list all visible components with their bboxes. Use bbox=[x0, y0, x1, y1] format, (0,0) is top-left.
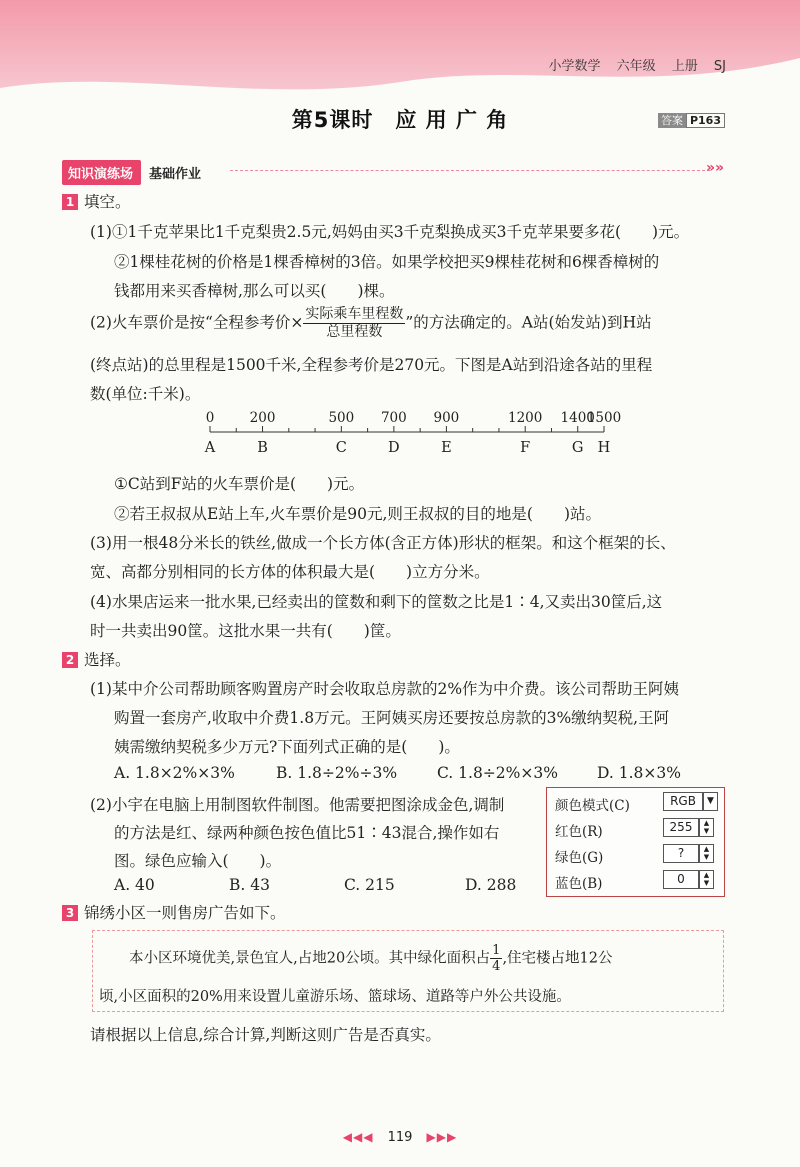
station-label: H bbox=[597, 440, 611, 456]
q2-part2-option-c: C. 215 bbox=[344, 876, 395, 894]
question-2-label: 选择。 bbox=[84, 651, 131, 669]
distance-label: 1400 bbox=[560, 410, 595, 426]
q1-part4-line1: (4)水果店运来一批水果,已经卖出的筐数和剩下的筐数之比是1∶4,又卖出30筐后,这 bbox=[90, 593, 663, 611]
lesson-title: 应 用 广 角 bbox=[395, 108, 509, 132]
fraction-denominator: 4 bbox=[492, 959, 501, 974]
q1-part3-line1: (3)用一根48分米长的铁丝,做成一个长方体(含正方体)形状的框架。和这个框架的长、 bbox=[90, 534, 676, 552]
q1-part2-line2: (终点站)的总里程是1500千米,全程参考价是270元。下图是A站到沿途各站的里程 bbox=[90, 356, 653, 374]
station-label: A bbox=[204, 440, 216, 456]
blue-input[interactable]: 0 bbox=[663, 870, 699, 889]
q1-part1-b-line1: ②1棵桂花树的价格是1棵香樟树的3倍。如果学校把买9棵桂花树和6棵香樟树的 bbox=[114, 253, 660, 271]
fraction-numerator: 1 bbox=[492, 943, 501, 958]
station-label: D bbox=[388, 440, 400, 456]
header-volume: 上册 bbox=[671, 59, 698, 74]
red-spinner-icon[interactable]: ▲ ▼ bbox=[699, 818, 714, 837]
q2-part1-line2: 购置一套房产,收取中介费1.8万元。王阿姨买房还要按总房款的3%缴纳契税,王阿 bbox=[114, 709, 670, 727]
q2-option-d: D. 1.8×3% bbox=[597, 764, 681, 782]
station-label: C bbox=[335, 440, 347, 456]
q1-part2-line3: 数(单位:千米)。 bbox=[90, 385, 201, 403]
header-subject: 小学数学 bbox=[548, 59, 601, 74]
distance-label: 500 bbox=[328, 410, 355, 426]
blue-spinner-icon[interactable]: ▲ ▼ bbox=[699, 870, 714, 889]
question-3-heading bbox=[62, 901, 286, 923]
header-grade: 六年级 bbox=[616, 59, 656, 74]
page-footer bbox=[0, 1130, 800, 1145]
chevron-right-icon: »» bbox=[706, 160, 725, 176]
question-number-badge: 1 bbox=[62, 194, 78, 210]
question-number-badge: 3 bbox=[62, 905, 78, 921]
q2-part2-option-b: B. 43 bbox=[229, 876, 270, 894]
q1-part1-b-line2: 钱都用来买香樟树,那么可以买( )棵。 bbox=[114, 282, 395, 300]
q1-part4-line2: 时一共卖出90筐。这批水果一共有( )筐。 bbox=[90, 622, 401, 640]
q2-option-b: B. 1.8÷2%÷3% bbox=[276, 764, 398, 782]
q1-part2-pre: (2)火车票价是按“全程参考价× bbox=[90, 313, 304, 332]
header-book-info bbox=[536, 55, 726, 74]
q2-part2-option-d: D. 288 bbox=[465, 876, 517, 894]
right-arrows-icon: ▶▶▶ bbox=[426, 1130, 458, 1144]
fraction-numerator: 实际乘车里程数 bbox=[305, 306, 404, 322]
advertisement-box bbox=[92, 930, 724, 1012]
section-tag: 知识演练场 bbox=[62, 160, 141, 185]
mileage-number-line bbox=[200, 410, 640, 460]
question-1-label: 填空。 bbox=[84, 193, 131, 211]
distance-label: 700 bbox=[380, 410, 407, 426]
q2-part2-option-a: A. 40 bbox=[114, 876, 155, 894]
lesson-number: 第5课时 bbox=[291, 108, 374, 132]
station-label: E bbox=[441, 440, 452, 456]
q1-part2-sub1: ①C站到F站的火车票价是( )元。 bbox=[114, 475, 365, 493]
fraction-denominator: 总里程数 bbox=[326, 324, 383, 340]
distance-label: 1200 bbox=[508, 410, 543, 426]
q2-part1-line3: 姨需缴纳契税多少万元?下面列式正确的是( )。 bbox=[114, 738, 460, 756]
q1-part2-sub2: ②若王叔叔从E站上车,火车票价是90元,则王叔叔的目的地是( )站。 bbox=[114, 505, 601, 523]
green-input[interactable]: ? bbox=[663, 844, 699, 863]
q3-prompt: 请根据以上信息,综合计算,判断这则广告是否真实。 bbox=[90, 1026, 441, 1044]
q2-option-a: A. 1.8×2%×3% bbox=[114, 764, 235, 782]
header-band bbox=[0, 0, 800, 100]
q2-part2-line1: (2)小宇在电脑上用制图软件制图。他需要把图涂成金色,调制 bbox=[90, 796, 505, 814]
ad-line2: 顷,小区面积的20%用来设置儿童游乐场、篮球场、道路等户外公共设施。 bbox=[99, 989, 571, 1005]
q2-part2-line3: 图。绿色应输入( )。 bbox=[114, 852, 282, 870]
question-1-heading bbox=[62, 190, 131, 212]
color-mode-select[interactable]: RGB bbox=[663, 792, 703, 811]
distance-label: 900 bbox=[433, 410, 460, 426]
answer-page: P163 bbox=[686, 113, 725, 128]
dropdown-arrow-icon[interactable]: ▼ bbox=[703, 792, 718, 811]
q1-part2-post: ”的方法确定的。A站(始发站)到H站 bbox=[405, 313, 652, 332]
blue-label: 蓝色(B) bbox=[555, 876, 603, 892]
red-label: 红色(R) bbox=[555, 824, 603, 840]
color-settings-panel bbox=[546, 787, 725, 897]
station-label: F bbox=[520, 440, 531, 456]
q2-part1-line1: (1)某中介公司帮助顾客购置房产时会收取总房款的2%作为中介费。该公司帮助王阿姨 bbox=[90, 680, 680, 698]
page-number: 119 bbox=[387, 1130, 413, 1145]
question-3-label: 锦绣小区一则售房广告如下。 bbox=[84, 904, 286, 922]
red-input[interactable]: 255 bbox=[663, 818, 699, 837]
station-label: B bbox=[257, 440, 268, 456]
green-spinner-icon[interactable]: ▲ ▼ bbox=[699, 844, 714, 863]
section-divider bbox=[230, 170, 710, 171]
answer-reference bbox=[658, 112, 725, 128]
ad-line1-b: ,住宅楼占地12公 bbox=[502, 950, 613, 967]
answer-label: 答案 bbox=[658, 113, 686, 128]
q2-option-c: C. 1.8÷2%×3% bbox=[437, 764, 558, 782]
distance-label: 0 bbox=[205, 410, 215, 426]
ad-line1-a: 本小区环境优美,景色宜人,占地20公顷。其中绿化面积占 bbox=[129, 950, 491, 967]
q1-part2-formula-line bbox=[90, 306, 652, 341]
q1-part3-line2: 宽、高都分别相同的长方体的体积最大是( )立方分米。 bbox=[90, 563, 490, 581]
q1-part1-a: (1)①1千克苹果比1千克梨贵2.5元,妈妈由买3千克梨换成买3千克苹果要多花( )元。 bbox=[90, 223, 690, 241]
color-mode-label: 颜色模式(C) bbox=[555, 798, 630, 814]
greenery-fraction bbox=[490, 943, 502, 974]
green-label: 绿色(G) bbox=[555, 850, 604, 866]
station-label: G bbox=[571, 440, 584, 456]
section-bar bbox=[62, 160, 201, 185]
question-number-badge: 2 bbox=[62, 652, 78, 668]
header-edition: SJ bbox=[713, 59, 726, 74]
distance-label: 1500 bbox=[586, 410, 622, 426]
left-arrows-icon: ◀◀◀ bbox=[342, 1130, 374, 1144]
distance-label: 200 bbox=[249, 410, 276, 426]
ad-line1 bbox=[129, 943, 613, 974]
q2-part2-line2: 的方法是红、绿两种颜色按色值比51∶43混合,操作如右 bbox=[114, 824, 500, 842]
section-subtitle: 基础作业 bbox=[149, 167, 202, 182]
mileage-fraction bbox=[303, 306, 405, 341]
question-2-heading bbox=[62, 648, 131, 670]
